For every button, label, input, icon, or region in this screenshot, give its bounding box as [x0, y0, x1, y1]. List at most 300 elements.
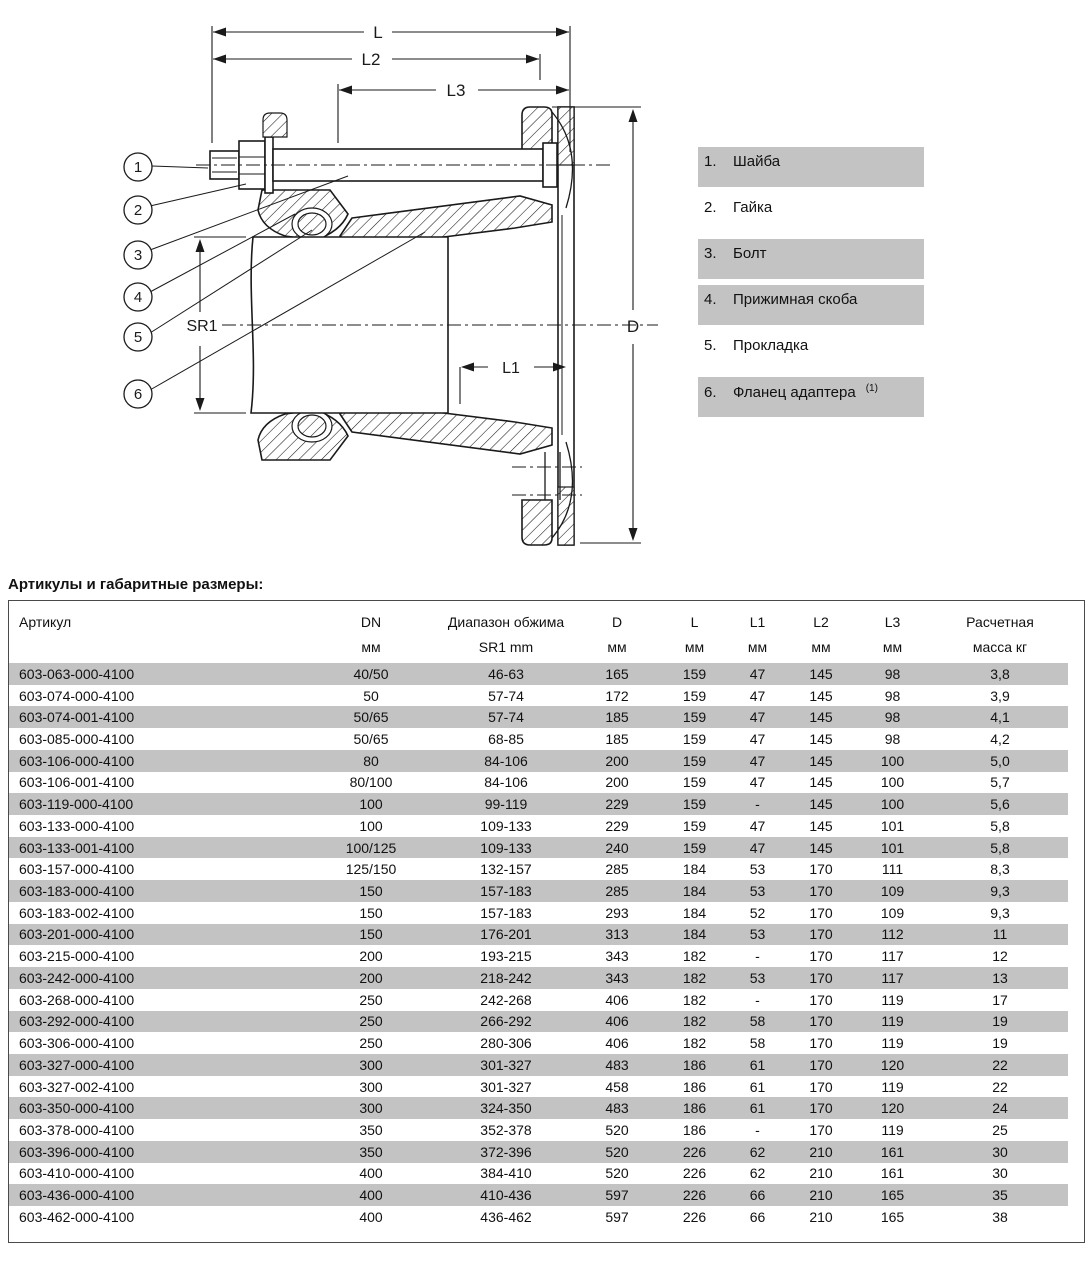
col-header-mass: Расчетная	[966, 614, 1034, 630]
table-cell: 603-396-000-4100	[19, 1143, 135, 1160]
table-cell: 603-242-000-4100	[19, 969, 135, 986]
table-cell: 125/150	[345, 861, 397, 878]
table-cell: 161	[880, 1143, 905, 1160]
callout-number: 3	[133, 247, 143, 264]
table-cell: 58	[749, 1013, 766, 1030]
table-cell: 186	[682, 1121, 707, 1138]
table-row	[9, 1032, 1068, 1054]
table-cell: 120	[880, 1056, 905, 1073]
dim-label-l2: L2	[361, 50, 381, 69]
table-cell: 170	[809, 883, 833, 900]
col-header-l3: L3	[884, 614, 901, 630]
table-cell: 170	[809, 1013, 833, 1030]
table-cell: 111	[881, 861, 904, 878]
table-cell: 98	[884, 665, 901, 682]
dimension-l3	[339, 81, 569, 100]
col-header-dn: DN	[360, 614, 382, 630]
table-cell: 603-350-000-4100	[19, 1100, 135, 1117]
table-cell: 145	[809, 839, 833, 856]
legend-item-number: 4.	[704, 291, 717, 308]
table-cell: 112	[881, 926, 904, 943]
table-cell: 159	[682, 796, 707, 813]
table-cell: 159	[682, 687, 707, 704]
table-cell: 62	[749, 1143, 766, 1160]
table-cell: 4,1	[990, 709, 1010, 726]
table-cell: 159	[682, 752, 707, 769]
table-cell: 226	[682, 1143, 707, 1160]
table-cell: 350	[359, 1143, 383, 1160]
table-cell: 120	[880, 1100, 905, 1117]
table-cell: 100	[880, 774, 905, 791]
legend-item-number: 6.	[704, 384, 717, 401]
col-header-range: Диапазон обжима	[447, 614, 565, 630]
table-cell: 603-410-000-4100	[19, 1165, 135, 1182]
table-cell: 52	[749, 904, 766, 921]
table-cell: 242-268	[480, 991, 532, 1008]
table-cell: 603-306-000-4100	[19, 1035, 135, 1052]
table-cell: 50	[363, 687, 379, 704]
dimension-l1	[460, 360, 566, 404]
dimension-l	[213, 23, 569, 42]
table-cell: 145	[809, 687, 833, 704]
table-cell: 483	[605, 1056, 629, 1073]
table-cell: 30	[992, 1165, 1008, 1182]
table-cell: 12	[992, 948, 1008, 965]
table-cell: 184	[682, 861, 707, 878]
table-cell: 98	[884, 709, 901, 726]
table-row	[9, 858, 1068, 880]
table-row	[9, 750, 1068, 772]
table-cell: 53	[749, 969, 766, 986]
gasket-top	[298, 213, 326, 235]
callout-number: 1	[133, 159, 143, 176]
table-cell: 483	[605, 1100, 629, 1117]
table-cell: -	[755, 1121, 760, 1138]
table-header	[9, 601, 1068, 663]
table-cell: 68-85	[488, 731, 524, 748]
table-cell: 98	[884, 731, 901, 748]
table-cell: 24	[992, 1100, 1008, 1117]
table-cell: 184	[682, 926, 707, 943]
table-cell: 47	[749, 817, 766, 834]
table-cell: 185	[605, 709, 629, 726]
table-cell: 406	[605, 1013, 629, 1030]
table-row	[9, 924, 1068, 946]
table-cell: 66	[749, 1208, 766, 1225]
table-cell: 324-350	[480, 1100, 532, 1117]
col-header-d: D	[611, 614, 623, 630]
table-cell: 50/65	[353, 731, 389, 748]
table-cell: 80	[363, 752, 379, 769]
table-cell: 25	[992, 1121, 1008, 1138]
table-cell: 159	[682, 731, 707, 748]
table-body	[9, 663, 1068, 1228]
table-cell: 47	[749, 839, 766, 856]
table-row	[9, 728, 1068, 750]
table-cell: 436-462	[480, 1208, 532, 1225]
table-cell: 176-201	[480, 926, 532, 943]
gasket-bottom	[298, 415, 326, 437]
table-cell: 520	[605, 1121, 629, 1138]
table-cell: 218-242	[480, 969, 532, 986]
table-cell: 100	[359, 796, 383, 813]
table-cell: 101	[880, 817, 905, 834]
table-cell: 603-462-000-4100	[19, 1208, 135, 1225]
table-cell: 47	[749, 665, 766, 682]
table-cell: 119	[881, 1078, 904, 1095]
table-cell: 30	[992, 1143, 1008, 1160]
table-cell: 100/125	[345, 839, 397, 856]
table-cell: 170	[809, 926, 833, 943]
table-cell: 165	[880, 1208, 905, 1225]
table-cell: 145	[809, 796, 833, 813]
legend-item	[698, 285, 924, 325]
table-cell: 159	[682, 665, 707, 682]
table-cell: 3,9	[990, 687, 1010, 704]
table-cell: 210	[809, 1165, 833, 1182]
col-header-l: L	[690, 614, 699, 630]
table-cell: 5,7	[990, 774, 1010, 791]
legend-item-label: Шайба	[733, 153, 781, 170]
table-cell: 300	[359, 1056, 383, 1073]
table-cell: 119	[881, 1035, 904, 1052]
dim-label-d: D	[626, 317, 640, 336]
table-row	[9, 1011, 1068, 1033]
dim-label-l: L	[373, 23, 383, 42]
table-cell: 150	[359, 926, 383, 943]
table-cell: 53	[749, 926, 766, 943]
table-cell: 145	[809, 709, 833, 726]
col-unit: мм	[882, 639, 903, 655]
table-cell: 603-201-000-4100	[19, 926, 135, 943]
table-cell: 603-133-001-4100	[19, 839, 135, 856]
table-cell: 597	[605, 1187, 629, 1204]
legend-item	[698, 377, 924, 417]
legend-item-number: 2.	[704, 199, 717, 216]
table-cell: 293	[605, 904, 629, 921]
table-cell: 603-183-000-4100	[19, 883, 135, 900]
legend-item	[698, 331, 924, 371]
table-cell: 47	[749, 709, 766, 726]
table-row	[9, 902, 1068, 924]
table-cell: 150	[359, 883, 383, 900]
dim-label-l3: L3	[446, 81, 466, 100]
table-cell: 301-327	[480, 1078, 532, 1095]
table-cell: 603-119-000-4100	[19, 796, 134, 813]
table-cell: 372-396	[480, 1143, 532, 1160]
table-row	[9, 793, 1068, 815]
table-cell: 285	[605, 883, 629, 900]
table-cell: 170	[809, 1056, 833, 1073]
table-row	[9, 1119, 1068, 1141]
table-row	[9, 1184, 1068, 1206]
table-cell: 145	[809, 752, 833, 769]
table-cell: 47	[749, 731, 766, 748]
table-cell: 184	[682, 883, 707, 900]
table-row	[9, 837, 1068, 859]
table-cell: 406	[605, 991, 629, 1008]
table-cell: 603-063-000-4100	[19, 665, 135, 682]
legend-item-label: Болт	[733, 245, 767, 262]
table-cell: 226	[682, 1165, 707, 1182]
legend-item-number: 5.	[704, 337, 717, 354]
table-cell: 343	[605, 969, 629, 986]
table-cell: 229	[605, 817, 629, 834]
table-cell: -	[755, 948, 760, 965]
table-cell: 597	[605, 1208, 629, 1225]
table-cell: 119	[881, 1013, 904, 1030]
table-cell: 5,6	[990, 796, 1010, 813]
table-cell: 117	[881, 948, 904, 965]
legend-item	[698, 147, 924, 187]
table-cell: 62	[749, 1165, 766, 1182]
table-cell: 66	[749, 1187, 766, 1204]
table-row	[9, 663, 1068, 685]
table-cell: 165	[605, 665, 629, 682]
table-cell: 603-085-000-4100	[19, 731, 135, 748]
table-cell: 343	[605, 948, 629, 965]
table-cell: 145	[809, 817, 833, 834]
table-cell: 301-327	[480, 1056, 532, 1073]
table-row	[9, 685, 1068, 707]
table-cell: 170	[809, 1078, 833, 1095]
table-cell: 186	[682, 1078, 707, 1095]
table-cell: 53	[749, 861, 766, 878]
table-cell: 170	[809, 1121, 833, 1138]
table-cell: 200	[359, 948, 383, 965]
table-cell: 109	[880, 904, 905, 921]
table-cell: 603-074-000-4100	[19, 687, 135, 704]
callout-number: 4	[133, 289, 143, 306]
table-cell: 226	[682, 1187, 707, 1204]
table-cell: 285	[605, 861, 629, 878]
table-row	[9, 967, 1068, 989]
leader-line-2	[150, 184, 246, 206]
table-cell: 226	[682, 1208, 707, 1225]
table-row	[9, 1141, 1068, 1163]
table-cell: 210	[809, 1187, 833, 1204]
table-row	[9, 945, 1068, 967]
table-cell: 159	[682, 774, 707, 791]
table-cell: 193-215	[480, 948, 532, 965]
legend-item-label: Фланец адаптера	[733, 384, 856, 401]
table-cell: 19	[992, 1013, 1008, 1030]
legend-item	[698, 193, 924, 233]
table-cell: 603-106-000-4100	[19, 752, 135, 769]
callout-number: 6	[133, 386, 143, 403]
table-cell: 100	[359, 817, 383, 834]
table-cell: 17	[992, 991, 1008, 1008]
table-cell: 229	[605, 796, 629, 813]
col-unit: мм	[684, 639, 705, 655]
table-cell: 170	[809, 948, 833, 965]
col-unit: мм	[607, 639, 627, 655]
table-cell: 300	[359, 1100, 383, 1117]
table-row	[9, 1076, 1068, 1098]
table-row	[9, 1206, 1068, 1228]
table-cell: 145	[809, 774, 833, 791]
table-cell: 19	[992, 1035, 1008, 1052]
table-cell: 5,0	[990, 752, 1010, 769]
table-cell: 61	[749, 1056, 766, 1073]
table-cell: 352-378	[480, 1121, 532, 1138]
table-cell: 145	[809, 665, 833, 682]
table-cell: 157-183	[480, 904, 532, 921]
table-row	[9, 772, 1068, 794]
table-cell: 47	[749, 752, 766, 769]
table-row	[9, 1097, 1068, 1119]
table-cell: 400	[359, 1187, 383, 1204]
parts-legend	[698, 147, 924, 423]
table-cell: -	[755, 796, 760, 813]
table-cell: 119	[881, 1121, 904, 1138]
table-cell: 9,3	[990, 883, 1010, 900]
table-cell: 5,8	[990, 817, 1010, 834]
table-cell: 80/100	[349, 774, 393, 791]
table-cell: 210	[809, 1208, 833, 1225]
table-cell: 46-63	[488, 665, 524, 682]
col-unit: масса кг	[972, 639, 1028, 655]
table-cell: 9,3	[990, 904, 1010, 921]
table-cell: 603-106-001-4100	[19, 774, 135, 791]
table-cell: 182	[682, 948, 707, 965]
table-cell: 101	[880, 839, 905, 856]
table-cell: 22	[992, 1078, 1008, 1095]
leader-line-1	[152, 166, 208, 168]
table-cell: 186	[682, 1056, 707, 1073]
table-cell: 458	[605, 1078, 629, 1095]
table-cell: 5,8	[990, 839, 1010, 856]
table-cell: -	[755, 991, 760, 1008]
clamp-tab-top	[263, 113, 287, 137]
table-cell: 3,8	[990, 665, 1010, 682]
dim-label-l1: L1	[502, 360, 520, 377]
table-row	[9, 706, 1068, 728]
table-row	[9, 989, 1068, 1011]
col-unit: SR1 mm	[478, 639, 534, 655]
col-unit: мм	[811, 639, 831, 655]
table-cell: 200	[359, 969, 383, 986]
table-cell: 47	[749, 774, 766, 791]
dim-label-sr1: SR1	[186, 318, 218, 335]
table-cell: 132-157	[480, 861, 532, 878]
table-cell: 159	[682, 839, 707, 856]
table-cell: 170	[809, 991, 833, 1008]
table-cell: 384-410	[480, 1165, 532, 1182]
table-cell: 117	[881, 969, 904, 986]
table-cell: 170	[809, 1035, 833, 1052]
dimensions-table-container	[8, 600, 1085, 1243]
table-cell: 38	[992, 1208, 1008, 1225]
dimensions-table	[9, 601, 1068, 1228]
legend-item-footnote: (1)	[865, 383, 878, 394]
table-cell: 603-378-000-4100	[19, 1121, 135, 1138]
legend-item-label: Прижимная скоба	[733, 291, 858, 308]
table-cell: 400	[359, 1165, 383, 1182]
col-header-l2: L2	[813, 614, 829, 630]
table-row	[9, 880, 1068, 902]
table-cell: 58	[749, 1035, 766, 1052]
table-cell: 99-119	[484, 796, 528, 813]
table-cell: 13	[992, 969, 1008, 986]
table-cell: 603-215-000-4100	[19, 948, 135, 965]
col-unit: мм	[361, 639, 381, 655]
table-cell: 100	[880, 796, 905, 813]
table-cell: 170	[809, 861, 833, 878]
table-cell: 170	[809, 969, 833, 986]
table-cell: 50/65	[353, 709, 389, 726]
table-cell: 280-306	[480, 1035, 532, 1052]
table-cell: 170	[809, 1100, 833, 1117]
table-cell: 603-157-000-4100	[19, 861, 135, 878]
table-cell: 150	[359, 904, 383, 921]
table-cell: 313	[605, 926, 629, 943]
table-cell: 603-436-000-4100	[19, 1187, 135, 1204]
table-cell: 603-327-002-4100	[19, 1078, 135, 1095]
table-cell: 57-74	[488, 709, 524, 726]
table-cell: 8,3	[990, 861, 1010, 878]
table-cell: 35	[992, 1187, 1008, 1204]
table-cell: 109-133	[480, 817, 532, 834]
page-title: Артикулы и габаритные размеры:	[8, 576, 264, 593]
table-cell: 410-436	[480, 1187, 532, 1204]
table-cell: 240	[605, 839, 629, 856]
table-cell: 186	[682, 1100, 707, 1117]
table-cell: 400	[359, 1208, 383, 1225]
table-cell: 182	[682, 1013, 707, 1030]
table-cell: 84-106	[484, 752, 528, 769]
table-cell: 61	[749, 1078, 766, 1095]
flange-socket-bottom	[522, 500, 552, 545]
table-cell: 184	[682, 904, 707, 921]
table-row	[9, 1054, 1068, 1076]
table-cell: 250	[359, 1013, 383, 1030]
table-cell: 57-74	[488, 687, 524, 704]
table-cell: 11	[992, 926, 1008, 943]
table-cell: 406	[605, 1035, 629, 1052]
table-cell: 161	[880, 1165, 905, 1182]
table-cell: 210	[809, 1143, 833, 1160]
table-cell: 100	[880, 752, 905, 769]
col-unit	[9, 634, 301, 663]
table-cell: 145	[809, 731, 833, 748]
table-cell: 98	[884, 687, 901, 704]
table-cell: 603-183-002-4100	[19, 904, 135, 921]
table-cell: 165	[880, 1187, 905, 1204]
col-unit: мм	[747, 639, 768, 655]
table-cell: 170	[809, 904, 833, 921]
table-cell: 520	[605, 1143, 629, 1160]
table-cell: 603-292-000-4100	[19, 1013, 135, 1030]
table-cell: 47	[749, 687, 766, 704]
table-cell: 603-327-000-4100	[19, 1056, 135, 1073]
col-header-l1: L1	[749, 614, 766, 630]
table-row	[9, 815, 1068, 837]
table-cell: 182	[682, 991, 707, 1008]
table-cell: 250	[359, 991, 383, 1008]
table-cell: 603-074-001-4100	[19, 709, 135, 726]
table-cell: 4,2	[990, 731, 1010, 748]
technical-drawing	[0, 0, 680, 570]
legend-item-label: Гайка	[733, 199, 773, 216]
col-header-article: Артикул	[19, 614, 72, 630]
table-cell: 159	[682, 817, 707, 834]
table-row	[9, 1163, 1068, 1185]
table-cell: 157-183	[480, 883, 532, 900]
table-cell: 109-133	[480, 839, 532, 856]
table-cell: 603-268-000-4100	[19, 991, 135, 1008]
table-cell: 22	[992, 1056, 1008, 1073]
